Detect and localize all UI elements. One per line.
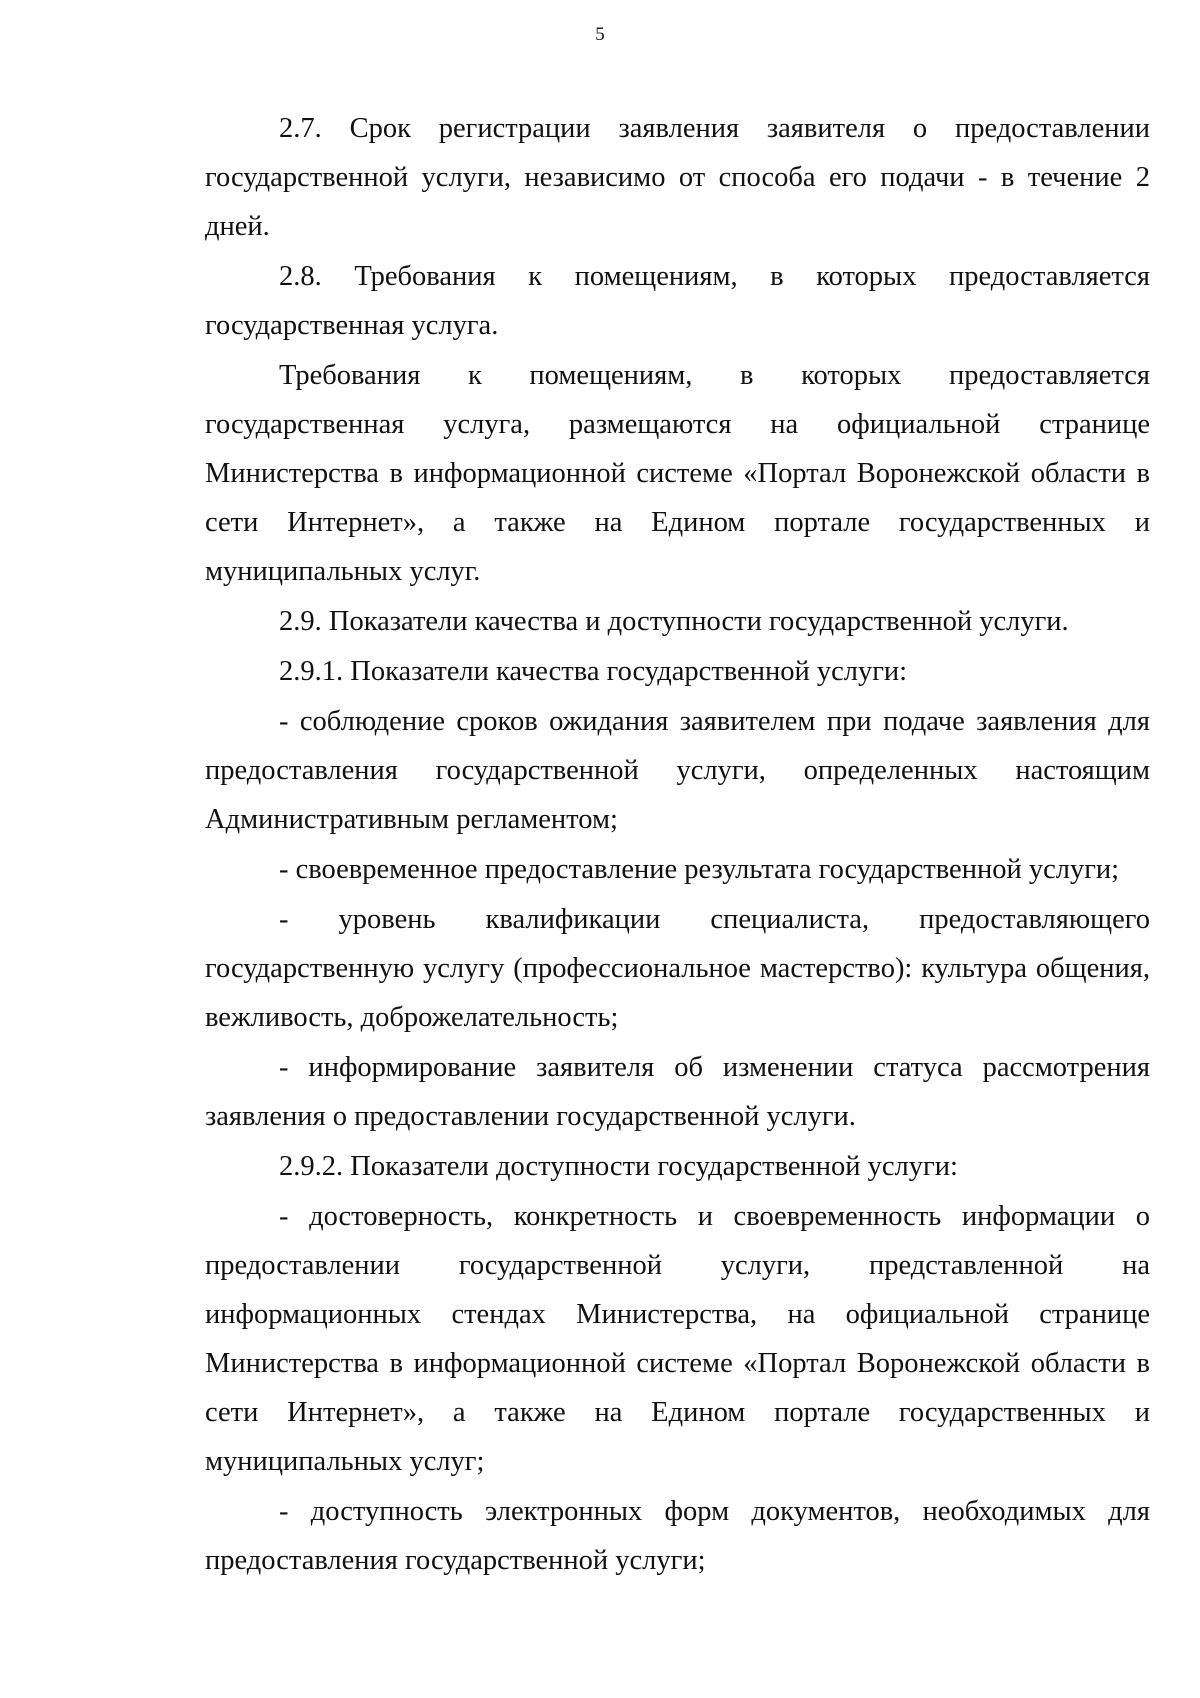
paragraph-2-8: 2.8. Требования к помещениям, в которых предоставляется государственная услуга. [205, 261, 1150, 341]
quality-item-deadlines: - соблюдение сроков ожидания заявителем при подаче заявления для предоставления государственной услуги, определенных настоящим Административным регламентом; [205, 706, 1150, 835]
paragraph-2-9-1: 2.9.1. Показатели качества государственной услуги: [279, 656, 908, 687]
document-body [205, 104, 1150, 1585]
availability-item-information: - достоверность, конкретность и своевременность информации о предоставлении государственной услуги, представленной на информационных стендах Министерства, на официальной странице Министерства в информационной системе «Портал Воронежской области в сети Интернет», а также на Едином портале государственных и муниципальных услуг; [205, 1201, 1150, 1477]
paragraph-premises-requirements: Требования к помещениям, в которых предоставляется государственная услуга, размещаются на официальной странице Министерства в информационной системе «Портал Воронежской области в сети Интернет», а также на Едином портале государственных и муниципальных услуг. [205, 360, 1150, 587]
paragraph-2-9-2: 2.9.2. Показатели доступности государственной услуги: [279, 1151, 958, 1182]
paragraph-2-7: 2.7. Срок регистрации заявления заявителя о предоставлении государственной услуги, независимо от способа его подачи - в течение 2 дней. [205, 113, 1150, 242]
quality-item-qualification: - уровень квалификации специалиста, предоставляющего государственную услугу (профессиональное мастерство): культура общения, вежливость, доброжелательность; [205, 904, 1150, 1033]
quality-item-timely-result: - своевременное предоставление результата государственной услуги; [279, 854, 1120, 885]
paragraph-2-9: 2.9. Показатели качества и доступности государственной услуги. [279, 606, 1069, 637]
page-number: 5 [595, 24, 605, 45]
quality-item-status-info: - информирование заявителя об изменении статуса рассмотрения заявления о предоставлении государственной услуги. [205, 1052, 1150, 1132]
availability-item-electronic-forms: - доступность электронных форм документов, необходимых для предоставления государственной услуги; [205, 1496, 1150, 1576]
